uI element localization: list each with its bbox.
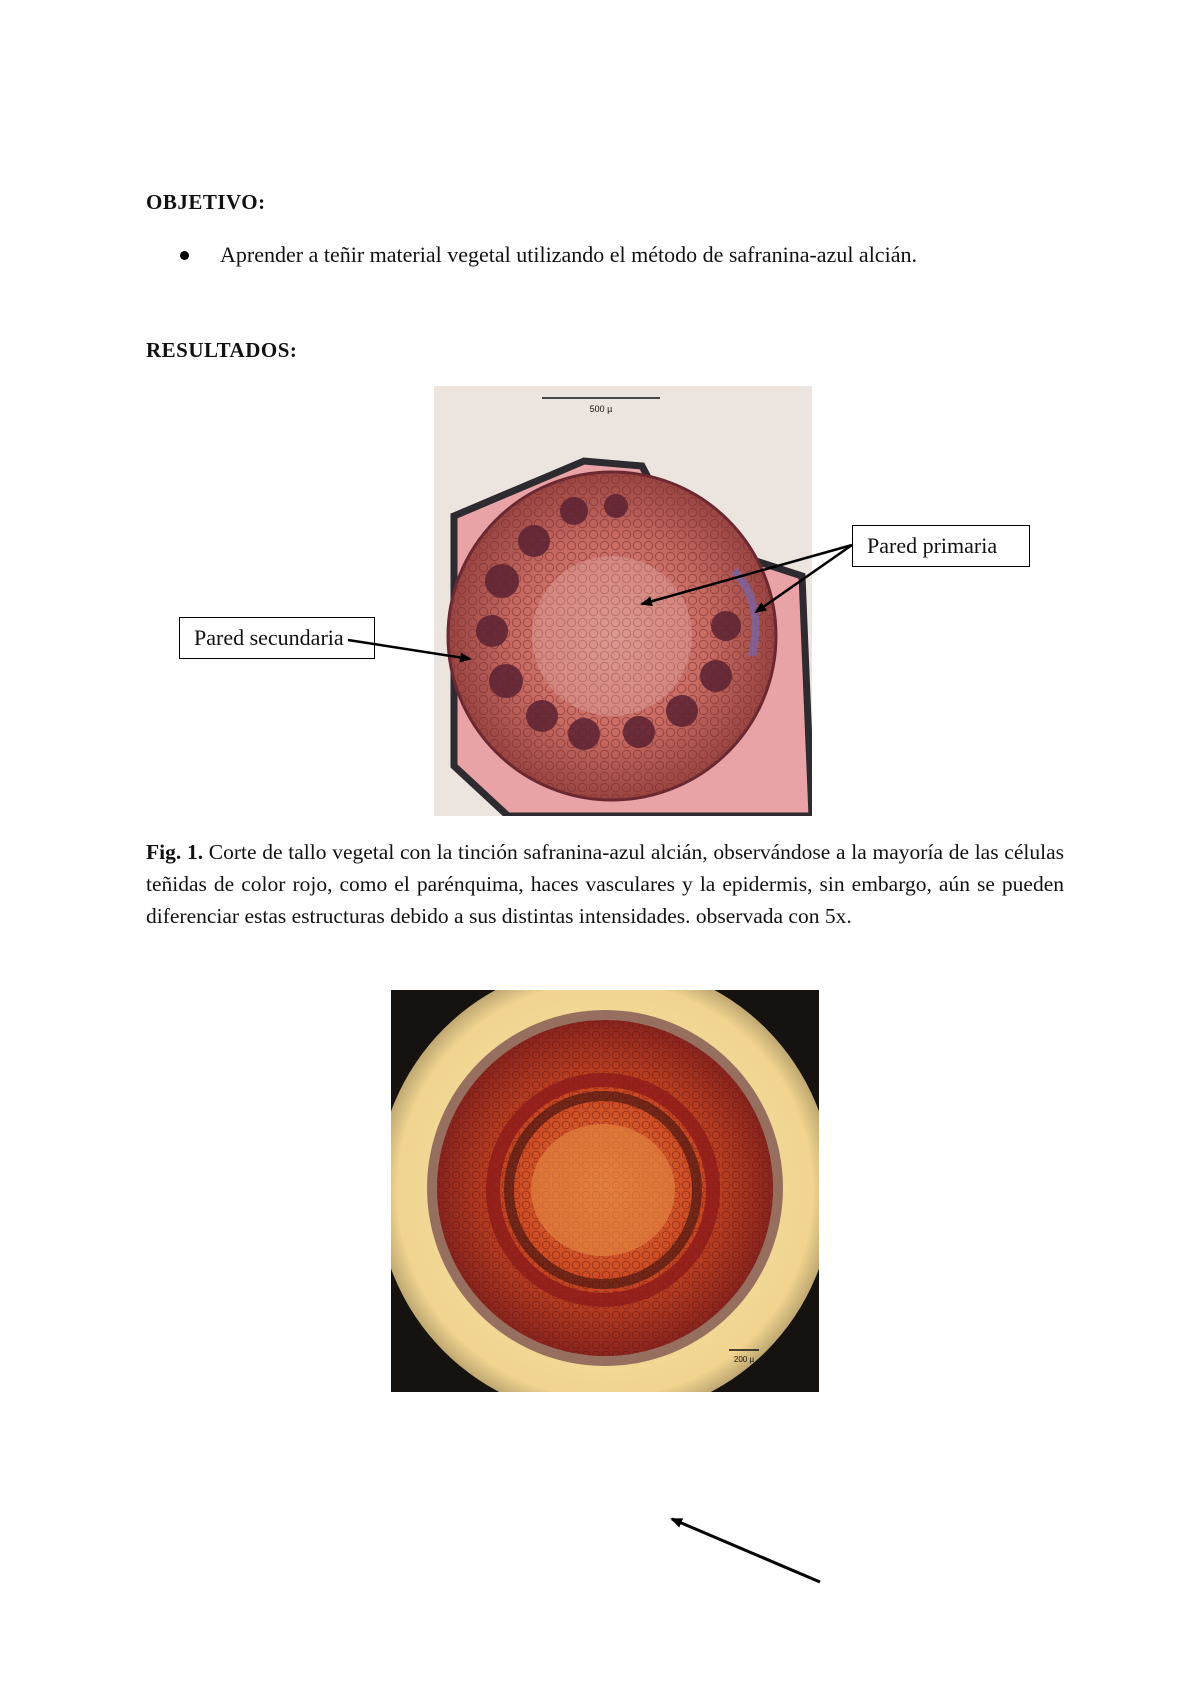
objetivo-heading: OBJETIVO: (146, 190, 266, 214)
callout-pared-primaria: Pared primaria (852, 525, 1030, 567)
bullet-icon (180, 251, 189, 260)
callout-pared-secundaria: Pared secundaria (179, 617, 375, 659)
stem-cross-section-micrograph-1 (434, 386, 812, 816)
objetivo-item-text: Aprender a teñir material vegetal utilizando el método de safranina-azul alcián. (220, 242, 917, 267)
figure-1-label: Fig. 1. (146, 840, 204, 864)
resultados-heading: RESULTADOS: (146, 338, 298, 362)
figure-1-caption (146, 836, 1064, 932)
figure-1-caption-text: Corte de tallo vegetal con la tinción safranina-azul alcián, observándose a la mayoría de las células teñidas de color rojo, como el parénquima, haces vasculares y la epidermis, sin embargo, aún se pueden diferenciar estas estructuras debido a sus distintas intensidades. observada con 5x. (146, 840, 1064, 928)
objetivo-list-item (180, 242, 917, 268)
stray-arrow (672, 1519, 820, 1582)
scale-bar-label-500: 500 µ (589, 404, 613, 414)
stem-cross-section-micrograph-2 (391, 990, 819, 1392)
scale-bar-label-200: 200 µ (733, 1355, 755, 1364)
